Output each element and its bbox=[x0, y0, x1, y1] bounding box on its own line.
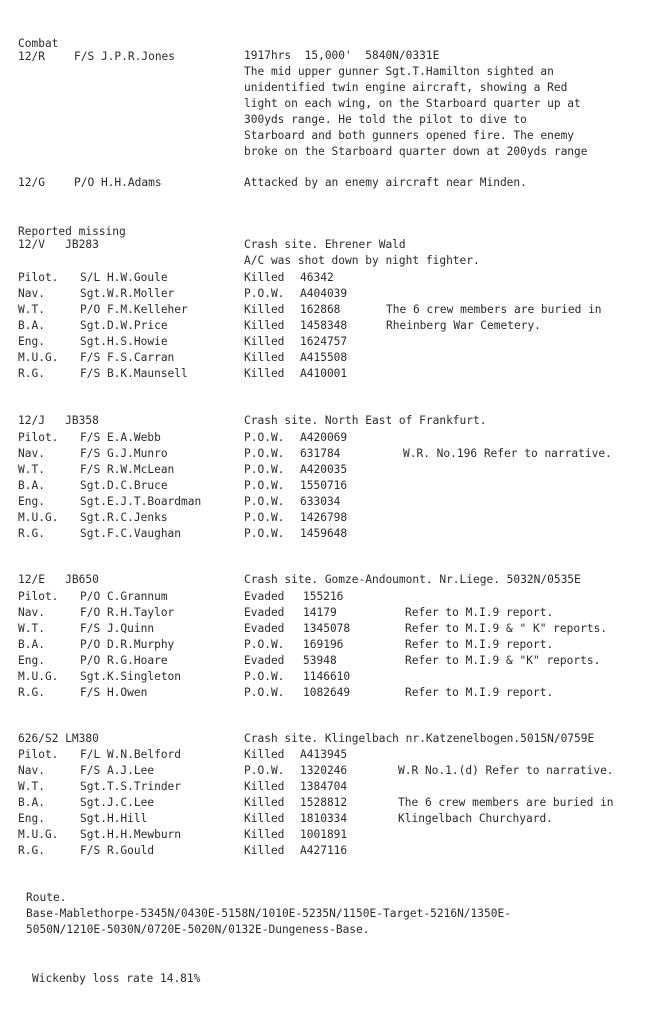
crew-name: Sgt.D.W.Price bbox=[80, 319, 168, 332]
crew-status: P.O.W. bbox=[244, 638, 285, 651]
crew-position: Nav. bbox=[18, 764, 45, 777]
crew-position: W.T. bbox=[18, 780, 45, 793]
crew-position: Nav. bbox=[18, 447, 45, 460]
crew-name: F/S A.J.Lee bbox=[80, 764, 155, 777]
crew-note: Refer to M.I.9 report. bbox=[405, 686, 554, 699]
combat-sortie: 12/R bbox=[18, 50, 45, 63]
crew-name: F/S R.Gould bbox=[80, 844, 155, 857]
crew-note: Rheinberg War Cemetery. bbox=[386, 319, 541, 332]
combat-line: 1917hrs 15,000' 5840N/0331E bbox=[244, 49, 440, 62]
crew-status: Killed bbox=[244, 844, 285, 857]
crew-status: Killed bbox=[244, 780, 285, 793]
crew-name: Sgt.D.C.Bruce bbox=[80, 479, 168, 492]
crew-status: Killed bbox=[244, 828, 285, 841]
crew-number: 1459648 bbox=[300, 527, 348, 540]
crew-number: A413945 bbox=[300, 748, 348, 761]
crew-status: Evaded bbox=[244, 654, 285, 667]
crew-name: P/O D.R.Murphy bbox=[80, 638, 175, 651]
crew-number: 1550716 bbox=[300, 479, 348, 492]
crew-position: Eng. bbox=[18, 654, 45, 667]
crew-number: 1384704 bbox=[300, 780, 348, 793]
crew-status: P.O.W. bbox=[244, 287, 285, 300]
crew-number: A420035 bbox=[300, 463, 348, 476]
aircraft-id: 626/S2 LM380 bbox=[18, 732, 99, 745]
crew-position: Eng. bbox=[18, 495, 45, 508]
crew-status: Killed bbox=[244, 303, 285, 316]
crew-number: 1320246 bbox=[300, 764, 348, 777]
crew-status: Killed bbox=[244, 335, 285, 348]
crew-status: P.O.W. bbox=[244, 670, 285, 683]
crew-number: 169196 bbox=[303, 638, 344, 651]
crew-note: Refer to M.I.9 & " K" reports. bbox=[405, 622, 608, 635]
crew-position: R.G. bbox=[18, 844, 45, 857]
crew-number: 155216 bbox=[303, 590, 344, 603]
crew-status: Evaded bbox=[244, 590, 285, 603]
crash-site: Crash site. Gomze-Andoumont. Nr.Liege. 5032N/0535E bbox=[244, 573, 581, 586]
combat-line: The mid upper gunner Sgt.T.Hamilton sighted an bbox=[244, 65, 554, 78]
crew-position: Pilot. bbox=[18, 748, 59, 761]
crew-note: Refer to M.I.9 & "K" reports. bbox=[405, 654, 601, 667]
crew-name: S/L H.W.Goule bbox=[80, 271, 168, 284]
crew-number: A410001 bbox=[300, 367, 348, 380]
crew-position: R.G. bbox=[18, 686, 45, 699]
combat-line: light on each wing, on the Starboard quarter up at bbox=[244, 97, 581, 110]
combat-crew: P/O H.H.Adams bbox=[74, 176, 162, 189]
crew-note: The 6 crew members are buried in bbox=[398, 796, 614, 809]
combat-sortie: 12/G bbox=[18, 176, 45, 189]
crew-number: A427116 bbox=[300, 844, 348, 857]
crew-position: Pilot. bbox=[18, 271, 59, 284]
crew-status: P.O.W. bbox=[244, 447, 285, 460]
crew-status: Killed bbox=[244, 367, 285, 380]
crew-number: 633034 bbox=[300, 495, 341, 508]
crew-name: F/S G.J.Munro bbox=[80, 447, 168, 460]
crew-position: B.A. bbox=[18, 319, 45, 332]
crew-position: W.T. bbox=[18, 622, 45, 635]
crew-status: P.O.W. bbox=[244, 479, 285, 492]
crew-name: Sgt.H.Hill bbox=[80, 812, 148, 825]
aircraft-id: 12/J JB358 bbox=[18, 414, 99, 427]
crew-status: P.O.W. bbox=[244, 495, 285, 508]
crew-position: Pilot. bbox=[18, 431, 59, 444]
crew-position: W.T. bbox=[18, 463, 45, 476]
crew-number: 46342 bbox=[300, 271, 334, 284]
route-heading: Route. bbox=[26, 891, 67, 904]
crew-status: Killed bbox=[244, 812, 285, 825]
crew-name: Sgt.E.J.T.Boardman bbox=[80, 495, 202, 508]
aircraft-id: 12/E JB650 bbox=[18, 573, 99, 586]
crew-status: Killed bbox=[244, 796, 285, 809]
crew-position: B.A. bbox=[18, 638, 45, 651]
crew-name: Sgt.W.R.Moller bbox=[80, 287, 175, 300]
crew-number: 1345078 bbox=[303, 622, 351, 635]
crew-status: P.O.W. bbox=[244, 527, 285, 540]
combat-line: unidentified twin engine aircraft, showing a Red bbox=[244, 81, 568, 94]
crew-number: 162868 bbox=[300, 303, 341, 316]
crew-number: 1458348 bbox=[300, 319, 348, 332]
crew-name: Sgt.H.H.Mewburn bbox=[80, 828, 182, 841]
crew-name: Sgt.T.S.Trinder bbox=[80, 780, 182, 793]
crew-name: Sgt.K.Singleton bbox=[80, 670, 182, 683]
crew-position: B.A. bbox=[18, 479, 45, 492]
crew-number: 1810334 bbox=[300, 812, 348, 825]
crew-name: Sgt.F.C.Vaughan bbox=[80, 527, 182, 540]
crew-position: M.U.G. bbox=[18, 670, 59, 683]
crew-number: 1528812 bbox=[300, 796, 348, 809]
crew-position: M.U.G. bbox=[18, 511, 59, 524]
combat-crew: F/S J.P.R.Jones bbox=[74, 50, 176, 63]
crew-position: R.G. bbox=[18, 527, 45, 540]
crew-name: F/S B.K.Maunsell bbox=[80, 367, 188, 380]
crew-number: A420069 bbox=[300, 431, 348, 444]
crew-name: F/O R.H.Taylor bbox=[80, 606, 175, 619]
crew-position: M.U.G. bbox=[18, 828, 59, 841]
crew-name: F/S H.Owen bbox=[80, 686, 148, 699]
crew-position: M.U.G. bbox=[18, 351, 59, 364]
crew-name: F/S J.Quinn bbox=[80, 622, 155, 635]
crew-number: 631784 bbox=[300, 447, 341, 460]
crew-number: 1001891 bbox=[300, 828, 348, 841]
crew-note: W.R No.1.(d) Refer to narrative. bbox=[398, 764, 614, 777]
crew-note: Refer to M.I.9 report. bbox=[405, 638, 554, 651]
crew-name: F/S E.A.Webb bbox=[80, 431, 161, 444]
crew-position: Eng. bbox=[18, 335, 45, 348]
combat-line: broke on the Starboard quarter down at 200yds range bbox=[244, 145, 588, 158]
crew-note: The 6 crew members are buried in bbox=[386, 303, 602, 316]
crew-status: Killed bbox=[244, 319, 285, 332]
crew-name: P/O F.M.Kelleher bbox=[80, 303, 188, 316]
crew-status: Killed bbox=[244, 351, 285, 364]
crew-status: Evaded bbox=[244, 606, 285, 619]
crew-status: P.O.W. bbox=[244, 431, 285, 444]
crew-position: Nav. bbox=[18, 287, 45, 300]
crew-name: P/O R.G.Hoare bbox=[80, 654, 168, 667]
crew-number: 1426798 bbox=[300, 511, 348, 524]
crew-number: 1146610 bbox=[303, 670, 351, 683]
crew-status: Evaded bbox=[244, 622, 285, 635]
combat-line: 300yds range. He told the pilot to dive to bbox=[244, 113, 527, 126]
combat-text: Attacked by an enemy aircraft near Minden. bbox=[244, 176, 527, 189]
crew-position: Eng. bbox=[18, 812, 45, 825]
crew-name: F/S F.S.Carran bbox=[80, 351, 175, 364]
crew-status: Killed bbox=[244, 748, 285, 761]
combat-line: Starboard and both gunners opened fire. The enemy bbox=[244, 129, 575, 142]
crew-status: P.O.W. bbox=[244, 764, 285, 777]
crew-status: P.O.W. bbox=[244, 686, 285, 699]
crew-position: W.T. bbox=[18, 303, 45, 316]
crew-status: P.O.W. bbox=[244, 511, 285, 524]
crew-position: B.A. bbox=[18, 796, 45, 809]
missing-heading: Reported missing bbox=[18, 225, 126, 238]
crew-name: Sgt.R.C.Jenks bbox=[80, 511, 168, 524]
crew-name: Sgt.J.C.Lee bbox=[80, 796, 155, 809]
crash-detail: A/C was shot down by night fighter. bbox=[244, 254, 480, 267]
route-line: Base-Mablethorpe-5345N/0430E-5158N/1010E-5235N/1150E-Target-5216N/1350E- bbox=[26, 907, 511, 920]
crew-name: P/O C.Grannum bbox=[80, 590, 168, 603]
crew-status: P.O.W. bbox=[244, 463, 285, 476]
crew-status: Killed bbox=[244, 271, 285, 284]
crew-number: A404039 bbox=[300, 287, 348, 300]
crew-position: R.G. bbox=[18, 367, 45, 380]
crew-position: Pilot. bbox=[18, 590, 59, 603]
crew-note: Klingelbach Churchyard. bbox=[398, 812, 553, 825]
crash-site: Crash site. Klingelbach nr.Katzenelbogen.5015N/0759E bbox=[244, 732, 595, 745]
loss-rate: Wickenby loss rate 14.81% bbox=[32, 972, 201, 985]
crew-name: Sgt.H.S.Howie bbox=[80, 335, 168, 348]
crew-position: Nav. bbox=[18, 606, 45, 619]
crew-number: 53948 bbox=[303, 654, 337, 667]
crew-name: F/L W.N.Belford bbox=[80, 748, 182, 761]
crash-site: Crash site. North East of Frankfurt. bbox=[244, 414, 487, 427]
crew-note: Refer to M.I.9 report. bbox=[405, 606, 554, 619]
aircraft-id: 12/V JB283 bbox=[18, 238, 99, 251]
crew-number: 1082649 bbox=[303, 686, 351, 699]
crew-number: 1624757 bbox=[300, 335, 348, 348]
crew-number: 14179 bbox=[303, 606, 337, 619]
crew-name: F/S R.W.McLean bbox=[80, 463, 175, 476]
crew-number: A415508 bbox=[300, 351, 348, 364]
combat-heading: Combat bbox=[18, 37, 59, 50]
route-line: 5050N/1210E-5030N/0720E-5020N/0132E-Dungeness-Base. bbox=[26, 923, 370, 936]
crash-site: Crash site. Ehrener Wald bbox=[244, 238, 406, 251]
crew-note: W.R. No.196 Refer to narrative. bbox=[403, 447, 612, 460]
